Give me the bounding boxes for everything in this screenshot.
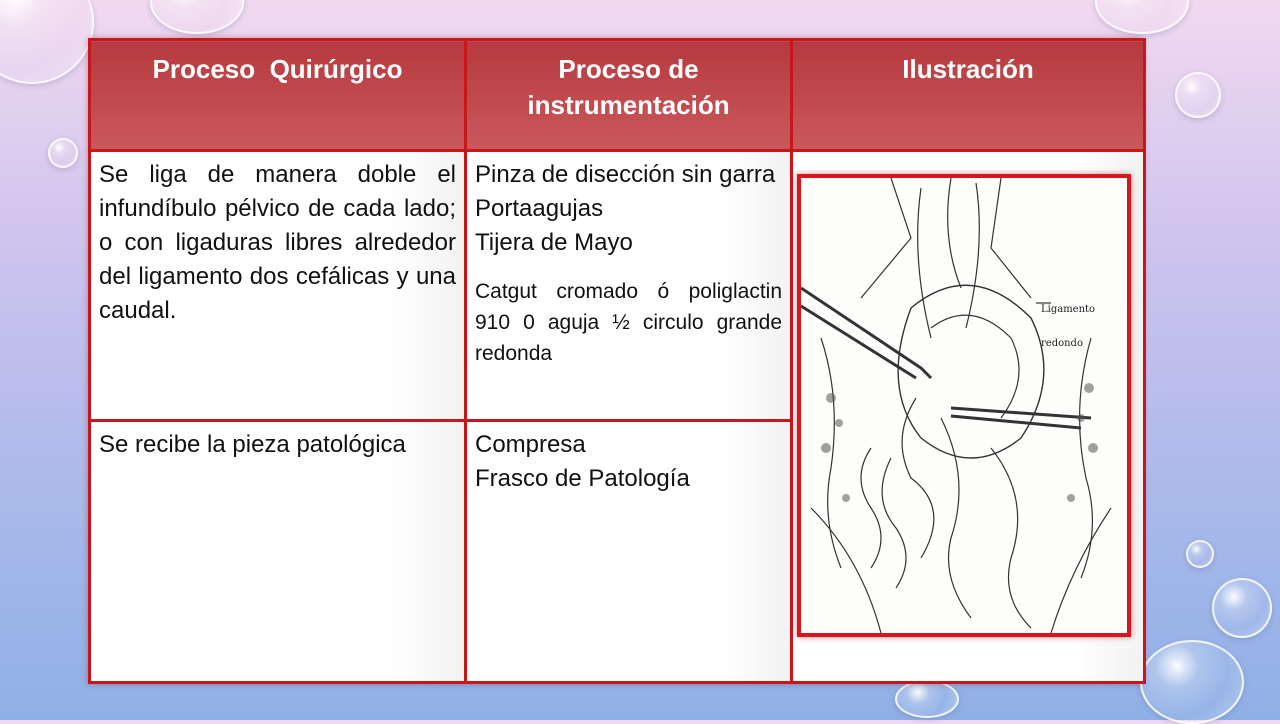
bubble-decoration <box>48 138 78 168</box>
cell-proceso: Se recibe la pieza patológica <box>90 421 466 683</box>
table-row <box>90 151 1145 421</box>
table-header-row <box>90 40 1145 151</box>
surgical-illustration <box>797 174 1131 637</box>
instrument-item: Tijera de Mayo <box>475 229 633 256</box>
procedure-table <box>88 38 1143 684</box>
cell-instrumentacion <box>466 151 792 421</box>
cell-instrumentacion <box>466 421 792 683</box>
bubble-decoration <box>1212 578 1272 638</box>
cell-ilustracion <box>792 151 1145 683</box>
surgical-drawing <box>801 178 1127 633</box>
instrument-item: Compresa <box>475 431 586 458</box>
suture-material: Catgut cromado ó poliglactin 910 0 aguja ½ circulo grande redonda <box>475 280 782 365</box>
header-proceso-quirurgico: Proceso Quirúrgico <box>90 40 466 151</box>
header-proceso-instrumentacion: Proceso de instrumentación <box>466 40 792 151</box>
bubble-decoration <box>1095 0 1189 34</box>
instrument-item: Portaagujas <box>475 195 604 222</box>
bubble-decoration <box>895 680 959 718</box>
instrument-item: Pinza de disección sin garra <box>475 161 776 188</box>
bubble-decoration <box>1175 72 1221 118</box>
ligamento-label: Ligamento redondo <box>1041 304 1096 349</box>
bubble-decoration <box>150 0 244 34</box>
bubble-decoration <box>1186 540 1214 568</box>
bubble-decoration <box>1140 640 1244 724</box>
cell-proceso: Se liga de manera doble el infundíbulo pélvico de cada lado; o con ligaduras libres alrededor del ligamento dos cefálicas y una caudal. <box>90 151 466 421</box>
instrument-item: Frasco de Patología <box>475 465 690 492</box>
header-ilustracion: Ilustración <box>792 40 1145 151</box>
bubble-decoration <box>0 0 94 84</box>
